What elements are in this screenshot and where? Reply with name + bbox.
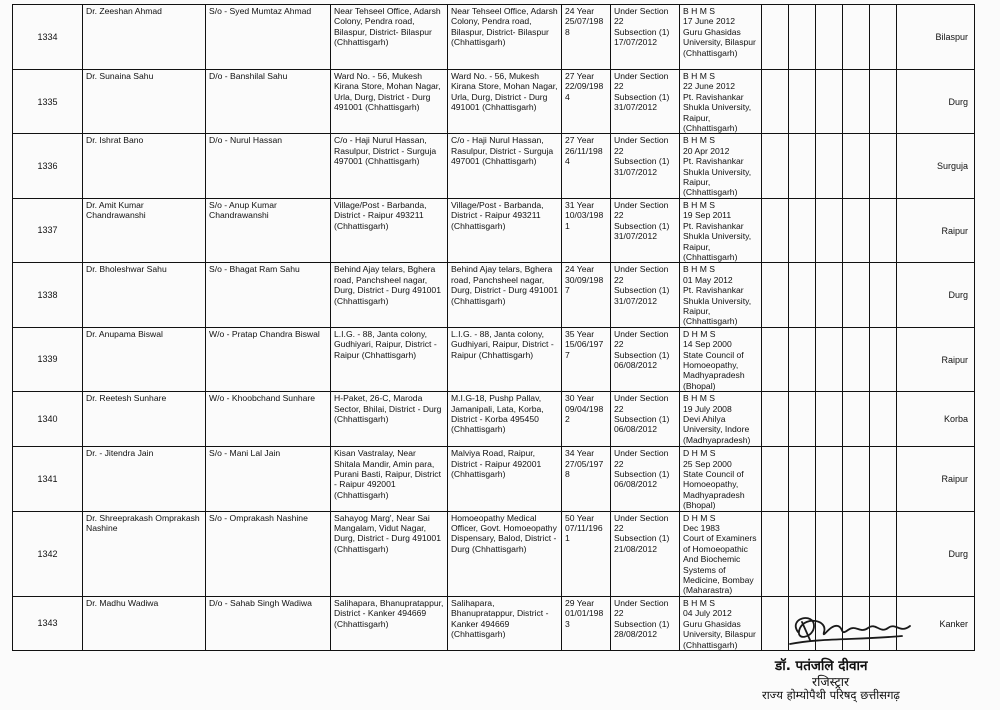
- blank-cell: [789, 263, 816, 327]
- age-dob-cell: 34 Year 27/05/1978: [562, 447, 611, 511]
- relation-cell: D/o - Nurul Hassan: [206, 134, 331, 198]
- present-address-cell: Village/Post - Barbanda, District - Raipur 493211 (Chhattisgarh): [448, 198, 562, 262]
- section-date-cell: Under Section 22 Subsection (1) 06/08/2012: [611, 327, 680, 391]
- blank-cell: [789, 392, 816, 447]
- doctor-name-cell: Dr. Sunaina Sahu: [83, 70, 206, 134]
- present-address-cell: M.I.G-18, Pushp Pallav, Jamanipali, Lata, Korba, District - Korba 495450 (Chhattisgarh): [448, 392, 562, 447]
- age-dob-cell: 31 Year 10/03/1981: [562, 198, 611, 262]
- doctor-name-cell: Dr. Reetesh Sunhare: [83, 392, 206, 447]
- blank-cell: [843, 511, 870, 596]
- blank-cell: [843, 447, 870, 511]
- present-address-cell: Homoeopathy Medical Officer, Govt. Homoeopathy Dispensary, Balod, District - Durg (Chhattisgarh): [448, 511, 562, 596]
- present-address-cell: Malviya Road, Raipur, District - Raipur 492001 (Chhattisgarh): [448, 447, 562, 511]
- blank-cell: [843, 327, 870, 391]
- table-row: [13, 327, 975, 391]
- blank-cell: [843, 392, 870, 447]
- blank-cell: [789, 198, 816, 262]
- qualification-cell: B H M S 19 Sep 2011 Pt. Ravishankar Shukla University, Raipur, (Chhattisgarh): [680, 198, 762, 262]
- section-date-cell: Under Section 22 Subsection (1) 06/08/2012: [611, 392, 680, 447]
- qualification-cell: B H M S 17 June 2012 Guru Ghasidas University, Bilaspur (Chhattisgarh): [680, 5, 762, 70]
- blank-cell: [870, 327, 897, 391]
- blank-cell: [816, 70, 843, 134]
- blank-cell: [843, 198, 870, 262]
- registrar-signature-block: [730, 590, 1000, 710]
- section-date-cell: Under Section 22 Subsection (1) 06/08/2012: [611, 447, 680, 511]
- blank-cell: [762, 511, 789, 596]
- relation-cell: S/o - Anup Kumar Chandrawanshi: [206, 198, 331, 262]
- blank-cell: [816, 263, 843, 327]
- doctor-name-cell: Dr. Madhu Wadiwa: [83, 596, 206, 650]
- handwritten-signature: [780, 606, 930, 654]
- blank-cell: [762, 263, 789, 327]
- blank-cell: [816, 198, 843, 262]
- present-address-cell: Salihapara, Bhanupratappur, District - Kanker 494669 (Chhattisgarh): [448, 596, 562, 650]
- permanent-address-cell: Behind Ajay telars, Bghera road, Panchsheel nagar, Durg, District - Durg 491001 (Chhattisgarh): [331, 263, 448, 327]
- age-dob-cell: 50 Year 07/11/1961: [562, 511, 611, 596]
- relation-cell: D/o - Banshilal Sahu: [206, 70, 331, 134]
- table-row: [13, 263, 975, 327]
- district-cell: Raipur: [897, 327, 975, 391]
- qualification-cell: B H M S 20 Apr 2012 Pt. Ravishankar Shukla University, Raipur, (Chhattisgarh): [680, 134, 762, 198]
- doctor-name-cell: Dr. Zeeshan Ahmad: [83, 5, 206, 70]
- section-date-cell: Under Section 22 Subsection (1) 31/07/2012: [611, 134, 680, 198]
- blank-cell: [816, 327, 843, 391]
- blank-cell: [762, 70, 789, 134]
- permanent-address-cell: Sahayog Marg', Near Sai Mangalam, Vidut Nagar, Durg, District - Durg 491001 (Chhattisgarh): [331, 511, 448, 596]
- permanent-address-cell: Near Tehseel Office, Adarsh Colony, Pendra road, Bilaspur, District- Bilaspur (Chhattisgarh): [331, 5, 448, 70]
- blank-cell: [762, 392, 789, 447]
- relation-cell: S/o - Mani Lal Jain: [206, 447, 331, 511]
- blank-cell: [816, 447, 843, 511]
- doctor-name-cell: Dr. Bholeshwar Sahu: [83, 263, 206, 327]
- serial-number-cell: 1343: [13, 596, 83, 650]
- permanent-address-cell: Ward No. - 56, Mukesh Kirana Store, Mohan Nagar, Urla, Durg, District - Durg 491001 (Chhattisgarh): [331, 70, 448, 134]
- table-row: [13, 511, 975, 596]
- blank-cell: [762, 327, 789, 391]
- qualification-cell: B H M S 01 May 2012 Pt. Ravishankar Shukla University, Raipur, (Chhattisgarh): [680, 263, 762, 327]
- permanent-address-cell: Village/Post - Barbanda, District - Raipur 493211 (Chhattisgarh): [331, 198, 448, 262]
- table-row: [13, 134, 975, 198]
- section-date-cell: Under Section 22 Subsection (1) 31/07/2012: [611, 70, 680, 134]
- blank-cell: [816, 511, 843, 596]
- blank-cell: [789, 70, 816, 134]
- serial-number-cell: 1335: [13, 70, 83, 134]
- serial-number-cell: 1339: [13, 327, 83, 391]
- blank-cell: [843, 263, 870, 327]
- blank-cell: [762, 198, 789, 262]
- section-date-cell: Under Section 22 Subsection (1) 31/07/2012: [611, 263, 680, 327]
- relation-cell: S/o - Bhagat Ram Sahu: [206, 263, 331, 327]
- relation-cell: S/o - Syed Mumtaz Ahmad: [206, 5, 331, 70]
- blank-cell: [870, 392, 897, 447]
- blank-cell: [870, 263, 897, 327]
- age-dob-cell: 27 Year 26/11/1984: [562, 134, 611, 198]
- present-address-cell: L.I.G. - 88, Janta colony, Gudhiyari, Raipur, District - Raipur (Chhattisgarh): [448, 327, 562, 391]
- registrar-title: रजिस्ट्रार: [812, 674, 850, 689]
- council-name: राज्य होम्योपैथी परिषद् छत्तीसगढ़: [762, 688, 900, 702]
- blank-cell: [870, 198, 897, 262]
- age-dob-cell: 30 Year 09/04/1982: [562, 392, 611, 447]
- blank-cell: [762, 447, 789, 511]
- relation-cell: W/o - Pratap Chandra Biswal: [206, 327, 331, 391]
- permanent-address-cell: C/o - Haji Nurul Hassan, Rasulpur, District - Surguja 497001 (Chhattisgarh): [331, 134, 448, 198]
- serial-number-cell: 1340: [13, 392, 83, 447]
- serial-number-cell: 1338: [13, 263, 83, 327]
- blank-cell: [816, 134, 843, 198]
- age-dob-cell: 29 Year 01/01/1983: [562, 596, 611, 650]
- section-date-cell: Under Section 22 Subsection (1) 21/08/2012: [611, 511, 680, 596]
- blank-cell: [816, 392, 843, 447]
- age-dob-cell: 35 Year 15/06/1977: [562, 327, 611, 391]
- qualification-cell: D H M S 25 Sep 2000 State Council of Homoeopathy, Madhyapradesh (Bhopal): [680, 447, 762, 511]
- blank-cell: [789, 447, 816, 511]
- serial-number-cell: 1337: [13, 198, 83, 262]
- present-address-cell: Behind Ajay telars, Bghera road, Panchsheel nagar, Durg, District - Durg 491001 (Chhattisgarh): [448, 263, 562, 327]
- doctor-name-cell: Dr. - Jitendra Jain: [83, 447, 206, 511]
- table-row: [13, 198, 975, 262]
- district-cell: Bilaspur: [897, 5, 975, 70]
- district-cell: Durg: [897, 511, 975, 596]
- register-table: [12, 4, 975, 651]
- permanent-address-cell: H-Paket, 26-C, Maroda Sector, Bhilai, District - Durg (Chhattisgarh): [331, 392, 448, 447]
- permanent-address-cell: L.I.G. - 88, Janta colony, Gudhiyari, Raipur, District - Raipur (Chhattisgarh): [331, 327, 448, 391]
- blank-cell: [870, 5, 897, 70]
- table-row: [13, 392, 975, 447]
- age-dob-cell: 24 Year 25/07/1988: [562, 5, 611, 70]
- doctor-name-cell: Dr. Shreeprakash Omprakash Nashine: [83, 511, 206, 596]
- district-cell: Raipur: [897, 447, 975, 511]
- blank-cell: [789, 327, 816, 391]
- permanent-address-cell: Salihapara, Bhanupratappur, District - Kanker 494669 (Chhattisgarh): [331, 596, 448, 650]
- present-address-cell: Ward No. - 56, Mukesh Kirana Store, Mohan Nagar, Urla, Durg, District - Durg 491001 (Chhattisgarh): [448, 70, 562, 134]
- blank-cell: [843, 5, 870, 70]
- district-cell: Korba: [897, 392, 975, 447]
- blank-cell: [762, 134, 789, 198]
- table-row: [13, 70, 975, 134]
- present-address-cell: Near Tehseel Office, Adarsh Colony, Pendra road, Bilaspur, District- Bilaspur (Chhattisgarh): [448, 5, 562, 70]
- present-address-cell: C/o - Haji Nurul Hassan, Rasulpur, District - Surguja 497001 (Chhattisgarh): [448, 134, 562, 198]
- section-date-cell: Under Section 22 Subsection (1) 17/07/2012: [611, 5, 680, 70]
- blank-cell: [870, 134, 897, 198]
- doctor-name-cell: Dr. Amit Kumar Chandrawanshi: [83, 198, 206, 262]
- serial-number-cell: 1334: [13, 5, 83, 70]
- relation-cell: W/o - Khoobchand Sunhare: [206, 392, 331, 447]
- blank-cell: [789, 511, 816, 596]
- table-row: [13, 5, 975, 70]
- relation-cell: S/o - Omprakash Nashine: [206, 511, 331, 596]
- doctor-name-cell: Dr. Anupama Biswal: [83, 327, 206, 391]
- blank-cell: [789, 5, 816, 70]
- blank-cell: [843, 134, 870, 198]
- qualification-cell: D H M S 14 Sep 2000 State Council of Homoeopathy, Madhyapradesh (Bhopal): [680, 327, 762, 391]
- section-date-cell: Under Section 22 Subsection (1) 31/07/2012: [611, 198, 680, 262]
- registrar-name: डॉ. पतंजलि दीवान: [775, 658, 868, 674]
- blank-cell: [762, 5, 789, 70]
- section-date-cell: Under Section 22 Subsection (1) 28/08/2012: [611, 596, 680, 650]
- district-cell: Surguja: [897, 134, 975, 198]
- qualification-cell: B H M S 04 July 2012 Guru Ghasidas University, Bilaspur (Chhattisgarh): [680, 596, 762, 650]
- doctor-name-cell: Dr. Ishrat Bano: [83, 134, 206, 198]
- blank-cell: [843, 70, 870, 134]
- blank-cell: [870, 70, 897, 134]
- district-cell: Raipur: [897, 198, 975, 262]
- district-cell: Durg: [897, 263, 975, 327]
- district-cell: Kanker: [897, 596, 975, 650]
- age-dob-cell: 24 Year 30/09/1987: [562, 263, 611, 327]
- qualification-cell: D H M S Dec 1983 Court of Examiners of Homoeopathic And Biochemic Systems of Medicine, Bombay (Maharastra): [680, 511, 762, 596]
- relation-cell: D/o - Sahab Singh Wadiwa: [206, 596, 331, 650]
- blank-cell: [870, 511, 897, 596]
- blank-cell: [816, 5, 843, 70]
- blank-cell: [789, 134, 816, 198]
- qualification-cell: B H M S 22 June 2012 Pt. Ravishankar Shukla University, Raipur, (Chhattisgarh): [680, 70, 762, 134]
- permanent-address-cell: Kisan Vastralay, Near Shitala Mandir, Amin para, Purani Basti, Raipur, District - Raipur 492001 (Chhattisgarh): [331, 447, 448, 511]
- serial-number-cell: 1341: [13, 447, 83, 511]
- age-dob-cell: 27 Year 22/09/1984: [562, 70, 611, 134]
- table-row: [13, 447, 975, 511]
- serial-number-cell: 1342: [13, 511, 83, 596]
- register-body: [13, 5, 975, 651]
- blank-cell: [870, 447, 897, 511]
- serial-number-cell: 1336: [13, 134, 83, 198]
- qualification-cell: B H M S 19 July 2008 Devi Ahilya University, Indore (Madhyapradesh): [680, 392, 762, 447]
- district-cell: Durg: [897, 70, 975, 134]
